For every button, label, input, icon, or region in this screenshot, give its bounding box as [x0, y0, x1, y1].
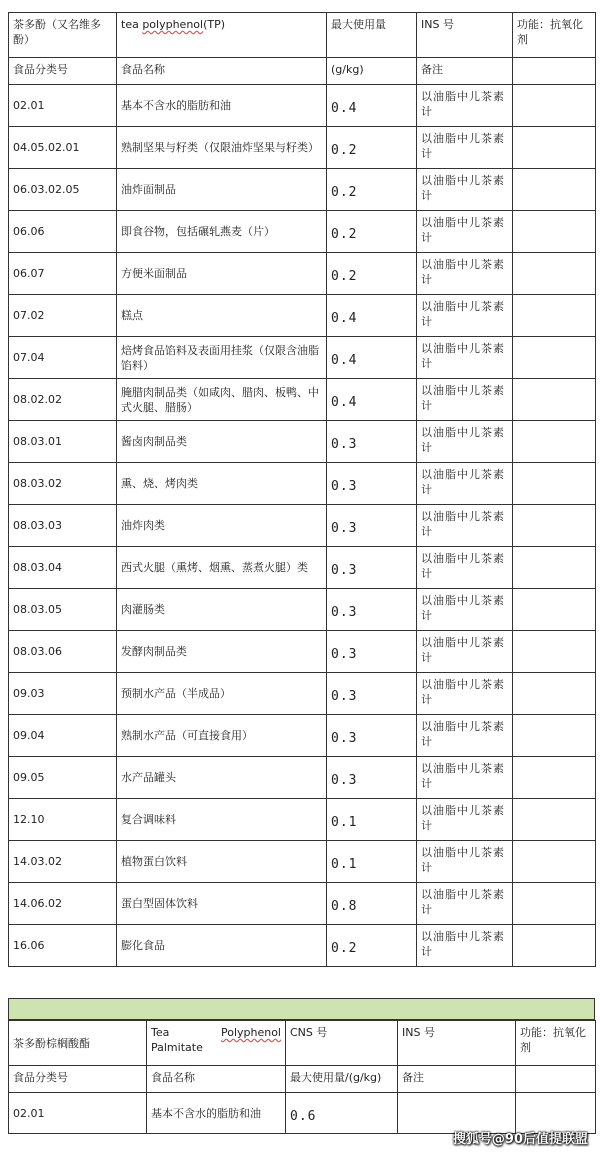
food-name: 熏、烧、烤肉类: [117, 463, 327, 505]
max-usage-value: 0.8: [327, 883, 417, 925]
table-row: [9, 379, 596, 421]
category-code: 16.06: [9, 925, 117, 967]
table-row: [9, 799, 596, 841]
food-name: 西式火腿（熏烤、烟熏、蒸煮火腿）类: [117, 547, 327, 589]
max-usage-header: 最大使用量: [327, 13, 417, 58]
note-cell: 以油脂中儿茶素计: [417, 505, 513, 547]
note-cell: 以油脂中儿茶素计: [417, 127, 513, 169]
note-header: 备注: [417, 58, 513, 85]
category-code: 08.02.02: [9, 379, 117, 421]
category-code: 09.05: [9, 757, 117, 799]
empty-cell: [513, 211, 596, 253]
note-cell: 以油脂中儿茶素计: [417, 421, 513, 463]
empty-cell: [513, 799, 596, 841]
max-usage-value: 0.3: [327, 589, 417, 631]
category-code: 07.04: [9, 337, 117, 379]
tea-polyphenol-table: [8, 12, 596, 967]
category-code: 08.03.02: [9, 463, 117, 505]
max-usage-value: 0.3: [327, 631, 417, 673]
table-row: [9, 757, 596, 799]
empty-cell: [513, 169, 596, 211]
ins-header: INS 号: [417, 13, 513, 58]
table-header-row: [9, 1021, 596, 1066]
food-name: 基本不含水的脂肪和油: [147, 1093, 286, 1134]
category-code: 09.04: [9, 715, 117, 757]
empty-cell: [513, 421, 596, 463]
empty-header-cell: [513, 58, 596, 85]
table-row: [9, 295, 596, 337]
food-name: 即食谷物，包括碾轧燕麦（片）: [117, 211, 327, 253]
max-usage-value: 0.4: [327, 337, 417, 379]
additive-name-en-part: polyphenol: [142, 18, 204, 31]
tea-polyphenol-palmitate-table: [8, 1020, 596, 1134]
note-cell: 以油脂中儿茶素计: [417, 841, 513, 883]
note-cell: 以油脂中儿茶素计: [417, 379, 513, 421]
max-usage-value: 0.1: [327, 799, 417, 841]
note-cell: 以油脂中儿茶素计: [417, 295, 513, 337]
food-name-header: 食品名称: [117, 58, 327, 85]
empty-cell: [513, 841, 596, 883]
table-header-row: [9, 13, 596, 58]
empty-header-cell: [516, 1066, 596, 1093]
table-row: [9, 883, 596, 925]
table-row: [9, 127, 596, 169]
note-cell: 以油脂中儿茶素计: [417, 463, 513, 505]
empty-cell: [513, 589, 596, 631]
empty-cell: [513, 757, 596, 799]
empty-cell: [513, 379, 596, 421]
category-code: 07.02: [9, 295, 117, 337]
max-usage-value: 0.3: [327, 505, 417, 547]
empty-cell: [513, 463, 596, 505]
food-name: 酱卤肉制品类: [117, 421, 327, 463]
note-cell: 以油脂中儿茶素计: [417, 799, 513, 841]
max-usage-value: 0.2: [327, 925, 417, 967]
food-name: 膨化食品: [117, 925, 327, 967]
additive-name-cn: 茶多酚（又名维多酚）: [9, 13, 117, 58]
empty-cell: [513, 547, 596, 589]
table-row: [9, 547, 596, 589]
empty-cell: [513, 505, 596, 547]
max-usage-value: 0.3: [327, 673, 417, 715]
food-name: 基本不含水的脂肪和油: [117, 85, 327, 127]
food-name: 方便米面制品: [117, 253, 327, 295]
category-code: 02.01: [9, 1093, 147, 1134]
note-cell: 以油脂中儿茶素计: [417, 715, 513, 757]
table-row: [9, 925, 596, 967]
max-usage-value: 0.3: [327, 421, 417, 463]
empty-cell: [513, 253, 596, 295]
empty-cell: [513, 715, 596, 757]
section-divider: [8, 998, 595, 1020]
empty-cell: [513, 85, 596, 127]
table-row: [9, 337, 596, 379]
additive-name-en-part: Polyphenol: [220, 1026, 281, 1039]
category-code: 08.03.01: [9, 421, 117, 463]
max-usage-value: 0.3: [327, 463, 417, 505]
table-row: [9, 505, 596, 547]
max-usage-value: 0.4: [327, 85, 417, 127]
category-code: 02.01: [9, 85, 117, 127]
additive-name-en-part: Palmitate: [151, 1041, 203, 1054]
category-code: 06.06: [9, 211, 117, 253]
max-usage-value: 0.3: [327, 715, 417, 757]
table-row: [9, 589, 596, 631]
category-code: 08.03.04: [9, 547, 117, 589]
additive-name-en-part: tea: [121, 18, 139, 31]
note-cell: 以油脂中儿茶素计: [417, 589, 513, 631]
category-code: 06.03.02.05: [9, 169, 117, 211]
unit-header: (g/kg): [327, 58, 417, 85]
watermark: 搜狐号@90后值提联盟: [452, 1132, 588, 1147]
table-row: [9, 841, 596, 883]
additive-name-cn: 茶多酚棕榈酸酯: [9, 1021, 147, 1066]
table-subheader-row: [9, 58, 596, 85]
table-row: [9, 715, 596, 757]
table-row: [9, 85, 596, 127]
category-code: 08.03.03: [9, 505, 117, 547]
empty-cell: [513, 631, 596, 673]
category-code: 08.03.06: [9, 631, 117, 673]
additive-name-en: [117, 13, 327, 58]
food-name: 植物蛋白饮料: [117, 841, 327, 883]
note-cell: 以油脂中儿茶素计: [417, 925, 513, 967]
food-name: 熟制坚果与籽类（仅限油炸坚果与籽类）: [117, 127, 327, 169]
food-name: 熟制水产品（可直接食用）: [117, 715, 327, 757]
note-cell: 以油脂中儿茶素计: [417, 85, 513, 127]
category-code: 14.03.02: [9, 841, 117, 883]
note-cell: 以油脂中儿茶素计: [417, 547, 513, 589]
cns-header: CNS 号: [286, 1021, 398, 1066]
max-usage-value: 0.2: [327, 127, 417, 169]
max-usage-value: 0.3: [327, 547, 417, 589]
category-code: 04.05.02.01: [9, 127, 117, 169]
table-row: [9, 253, 596, 295]
food-name: 油炸肉类: [117, 505, 327, 547]
additive-name-en-part: Tea: [151, 1026, 170, 1039]
food-name: 油炸面制品: [117, 169, 327, 211]
empty-cell: [513, 883, 596, 925]
food-name-header: 食品名称: [147, 1066, 286, 1093]
max-usage-value: 0.4: [327, 379, 417, 421]
empty-cell: [513, 127, 596, 169]
food-name: 腌腊肉制品类（如咸肉、腊肉、板鸭、中式火腿、腊肠）: [117, 379, 327, 421]
note-header: 备注: [398, 1066, 516, 1093]
function-header: 功能：抗氧化剂: [513, 13, 596, 58]
category-code: 14.06.02: [9, 883, 117, 925]
table-row: [9, 673, 596, 715]
max-usage-value: 0.3: [327, 757, 417, 799]
note-cell: 以油脂中儿茶素计: [417, 169, 513, 211]
note-cell: 以油脂中儿茶素计: [417, 673, 513, 715]
table-row: [9, 463, 596, 505]
max-usage-value: 0.6: [286, 1093, 398, 1134]
food-name: 蛋白型固体饮料: [117, 883, 327, 925]
empty-cell: [513, 925, 596, 967]
food-name: 水产品罐头: [117, 757, 327, 799]
note-cell: 以油脂中儿茶素计: [417, 757, 513, 799]
additive-name-en-part: (TP): [203, 18, 226, 31]
category-code-header: 食品分类号: [9, 1066, 147, 1093]
empty-cell: [513, 295, 596, 337]
category-code-header: 食品分类号: [9, 58, 117, 85]
note-cell: 以油脂中儿茶素计: [417, 253, 513, 295]
food-name: 糕点: [117, 295, 327, 337]
empty-cell: [513, 673, 596, 715]
table-subheader-row: [9, 1066, 596, 1093]
food-name: 发酵肉制品类: [117, 631, 327, 673]
empty-cell: [513, 337, 596, 379]
max-usage-value: 0.1: [327, 841, 417, 883]
ins-header: INS 号: [398, 1021, 516, 1066]
max-usage-value: 0.2: [327, 169, 417, 211]
category-code: 12.10: [9, 799, 117, 841]
note-cell: 以油脂中儿茶素计: [417, 211, 513, 253]
table-row: [9, 631, 596, 673]
max-usage-value: 0.2: [327, 253, 417, 295]
max-usage-value: 0.4: [327, 295, 417, 337]
function-header: 功能：抗氧化剂: [516, 1021, 596, 1066]
food-name: 预制水产品（半成品）: [117, 673, 327, 715]
max-usage-value: 0.2: [327, 211, 417, 253]
table-row: [9, 211, 596, 253]
note-cell: 以油脂中儿茶素计: [417, 883, 513, 925]
max-usage-header: 最大使用量/(g/kg): [286, 1066, 398, 1093]
food-name: 复合调味料: [117, 799, 327, 841]
note-cell: 以油脂中儿茶素计: [417, 631, 513, 673]
table-row: [9, 421, 596, 463]
table-row: [9, 169, 596, 211]
category-code: 08.03.05: [9, 589, 117, 631]
category-code: 09.03: [9, 673, 117, 715]
additive-name-en: [147, 1021, 286, 1066]
note-cell: 以油脂中儿茶素计: [417, 337, 513, 379]
food-name: 焙烤食品馅料及表面用挂浆（仅限含油脂馅料）: [117, 337, 327, 379]
category-code: 06.07: [9, 253, 117, 295]
food-name: 肉灌肠类: [117, 589, 327, 631]
